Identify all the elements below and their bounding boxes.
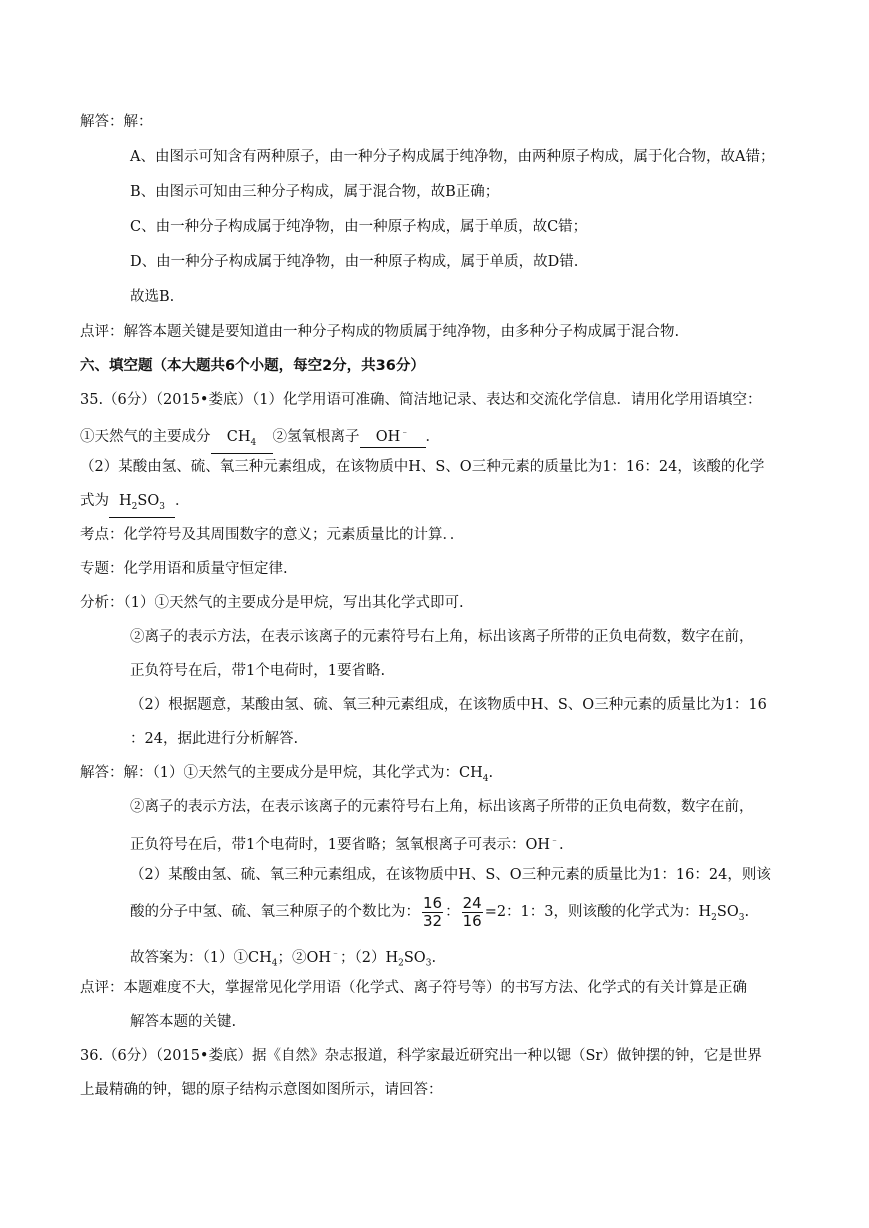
comment-q35-line-1: 点评：本题难度不大，掌握常见化学用语（化学式、离子符号等）的书写方法、化学式的有关计算是正确 [80, 980, 747, 996]
question-35-part2: （2）某酸由氢、硫、氧三种元素组成，在该物质中H、S、O三种元素的质量比为1：16：24，该酸的化学 [80, 459, 765, 475]
solution-line-4: （2）某酸由氢、硫、氧三种元素组成，在该物质中H、S、O三种元素的质量比为1：16：24，则该 [130, 867, 771, 883]
answer-label: 解答： [80, 114, 124, 130]
solution-line-3: 正负符号在后，带1个电荷时，1要省略；氢氧根离子可表示：OH﹣. [130, 836, 564, 853]
fraction-1: $\frac{16}{32}$ [423, 893, 443, 930]
question-36-line-1: 36.（6分）（2015•娄底）据《自然》杂志报道，科学家最近研究出一种以锶（Sr）做钟摆的钟，它是世界 [80, 1048, 762, 1064]
kaodian-line: 考点：化学符号及其周围数字的意义；元素质量比的计算．． [80, 527, 465, 543]
answer-intro: 解： [123, 114, 153, 130]
solution-line-5: 酸的分子中氢、硫、氧三种原子的个数比为： $\frac{16}{32}$ ： $\frac{24}{16}$ =2：1：3，则该酸的化学式为：$H_2SO_3$. [130, 893, 750, 930]
solution-line-2: ②离子的表示方法，在表示该离子的元素符号右上角，标出该离子所带的正负电荷数，数字在前， [130, 799, 754, 815]
choice-conclusion: 故选B. [130, 289, 175, 305]
option-c-explanation: C、由一种分子构成属于纯净物，由一种原子构成，属于单质，故C错； [130, 219, 588, 235]
question-35-stem: 35.（6分）（2015•娄底）（1）化学用语可准确、简洁地记录、表达和交流化学信息．请用化学用语填空： [80, 392, 762, 408]
option-b-explanation: B、由图示可知由三种分子构成，属于混合物，故B正确； [130, 184, 500, 200]
question-35-fill-line: ①天然气的主要成分 $CH_4$ ②氢氧根离子 OH﹣ ． [80, 423, 440, 454]
option-a-explanation: A、由图示可知含有两种原子，由一种分子构成属于纯净物，由两种原子构成，属于化合物，故A错； [130, 149, 775, 165]
comment-q35-line-2: 解答本题的关键. [130, 1014, 237, 1030]
answer-blank-3: $H_2SO_3$ [109, 491, 175, 518]
comment-q34 [80, 322, 679, 342]
analysis-line-3: 正负符号在后，带1个电荷时，1要省略. [130, 663, 386, 679]
analysis-line-1: 分析：（1）①天然气的主要成分是甲烷，写出其化学式即可. [80, 595, 464, 611]
solution-line-1: 解答：解：（1）①天然气的主要成分是甲烷，其化学式为：$CH_4$. [80, 765, 494, 784]
analysis-line-2: ②离子的表示方法，在表示该离子的元素符号右上角，标出该离子所带的正负电荷数，数字在前， [130, 629, 754, 645]
comment-text: 解答本题关键是要知道由一种分子构成的物质属于纯净物，由多种分子构成属于混合物. [123, 324, 680, 340]
answer-blank-1: $CH_4$ [211, 427, 273, 454]
section-title: 六、填空题（本大题共6个小题，每空2分，共36分） [80, 358, 425, 374]
answer-blank-2: OH﹣ [360, 423, 426, 448]
fraction-2: $\frac{24}{16}$ [462, 893, 482, 930]
final-answer-line: 故答案为：$(1)①CH_4$；②OH﹣；$(2)H_2SO_3$. [130, 949, 437, 969]
question-36-line-2: 上最精确的钟，锶的原子结构示意图如图所示，请回答： [80, 1082, 443, 1098]
comment-label: 点评： [80, 324, 124, 340]
question-35-part2-blank-line: 式为 $H_2SO_3$ ． [80, 491, 190, 518]
answer-block-q34 [80, 112, 153, 132]
analysis-line-4: （2）根据题意，某酸由氢、硫、氧三种元素组成，在该物质中H、S、O三种元素的质量比为1：16 [130, 697, 767, 713]
analysis-line-5: ：24，据此进行分析解答. [130, 731, 299, 747]
option-d-explanation: D、由一种分子构成属于纯净物，由一种原子构成，属于单质，故D错. [130, 254, 579, 270]
zhuanti-line: 专题：化学用语和质量守恒定律. [80, 561, 288, 577]
